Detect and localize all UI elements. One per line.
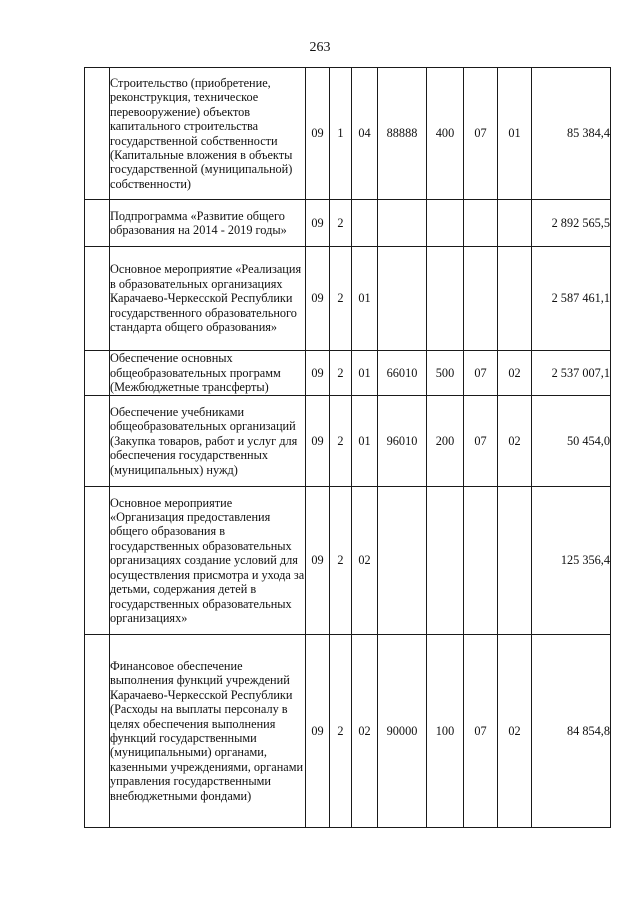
napr-cell: 66010 <box>378 351 427 396</box>
om-cell: 04 <box>352 68 378 200</box>
pr-cell: 02 <box>498 635 532 828</box>
table-row <box>85 351 611 396</box>
blank-cell <box>85 68 110 200</box>
rz-cell: 07 <box>464 635 498 828</box>
row-name: Подпрограмма «Развитие общего образования на 2014 - 2019 годы» <box>110 200 306 247</box>
pr-cell: 02 <box>498 396 532 487</box>
rz-cell: 07 <box>464 396 498 487</box>
blank-cell <box>85 200 110 247</box>
vr-cell: 500 <box>427 351 464 396</box>
row-name: Основное мероприятие «Организация предоставления общего образования в государственных образовательных организациях создание условий для осуществления присмотра и ухода за детьми, содержания детей в государственных образовательных организациях» <box>110 487 306 635</box>
napr-cell <box>378 487 427 635</box>
om-cell: 02 <box>352 635 378 828</box>
sum-cell: 2 587 461,1 <box>532 247 611 351</box>
om-cell <box>352 200 378 247</box>
vr-cell: 100 <box>427 635 464 828</box>
table-row <box>85 247 611 351</box>
vr-cell <box>427 247 464 351</box>
napr-cell <box>378 200 427 247</box>
napr-cell: 90000 <box>378 635 427 828</box>
sum-cell: 2 892 565,5 <box>532 200 611 247</box>
rz-cell: 07 <box>464 68 498 200</box>
vr-cell: 400 <box>427 68 464 200</box>
pr-cell <box>498 247 532 351</box>
rz-cell <box>464 200 498 247</box>
table-row <box>85 635 611 828</box>
pp-cell: 2 <box>330 351 352 396</box>
om-cell: 01 <box>352 351 378 396</box>
gp-cell: 09 <box>306 247 330 351</box>
gp-cell: 09 <box>306 396 330 487</box>
blank-cell <box>85 396 110 487</box>
sum-cell: 85 384,4 <box>532 68 611 200</box>
rz-cell <box>464 247 498 351</box>
gp-cell: 09 <box>306 351 330 396</box>
blank-cell <box>85 247 110 351</box>
sum-cell: 125 356,4 <box>532 487 611 635</box>
pr-cell <box>498 487 532 635</box>
blank-cell <box>85 351 110 396</box>
table-row <box>85 487 611 635</box>
pr-cell: 02 <box>498 351 532 396</box>
pp-cell: 2 <box>330 396 352 487</box>
row-name: Финансовое обеспечение выполнения функций учреждений Карачаево-Черкесской Республики (Расходы на выплаты персоналу в целях обеспечения выполнения функций государственными (муниципальными) органами, казенными учреждениями, органами управления государственными внебюджетными фондами) <box>110 635 306 828</box>
table-row <box>85 396 611 487</box>
page-number: 263 <box>309 40 331 55</box>
gp-cell: 09 <box>306 487 330 635</box>
napr-cell <box>378 247 427 351</box>
row-name: Строительство (приобретение, реконструкция, техническое перевооружение) объектов капитального строительства государственной собственности (Капитальные вложения в объекты государственной (муниципальной) собственности) <box>110 68 306 200</box>
sum-cell: 50 454,0 <box>532 396 611 487</box>
blank-cell <box>85 635 110 828</box>
vr-cell <box>427 200 464 247</box>
pp-cell: 2 <box>330 200 352 247</box>
gp-cell: 09 <box>306 68 330 200</box>
om-cell: 01 <box>352 247 378 351</box>
sum-cell: 2 537 007,1 <box>532 351 611 396</box>
om-cell: 01 <box>352 396 378 487</box>
pp-cell: 1 <box>330 68 352 200</box>
pr-cell <box>498 200 532 247</box>
row-name: Основное мероприятие «Реализация в образовательных организациях Карачаево-Черкесской Республики государственного образовательного стандарта общего образования» <box>110 247 306 351</box>
blank-cell <box>85 487 110 635</box>
pp-cell: 2 <box>330 635 352 828</box>
table-row <box>85 200 611 247</box>
vr-cell <box>427 487 464 635</box>
om-cell: 02 <box>352 487 378 635</box>
rz-cell: 07 <box>464 351 498 396</box>
pp-cell: 2 <box>330 247 352 351</box>
rz-cell <box>464 487 498 635</box>
pp-cell: 2 <box>330 487 352 635</box>
pr-cell: 01 <box>498 68 532 200</box>
napr-cell: 88888 <box>378 68 427 200</box>
row-name: Обеспечение учебниками общеобразовательных организаций (Закупка товаров, работ и услуг для обеспечения государственных (муниципальных) нужд) <box>110 396 306 487</box>
table-row <box>85 68 611 200</box>
row-name: Обеспечение основных общеобразовательных программ (Межбюджетные трансферты) <box>110 351 306 396</box>
napr-cell: 96010 <box>378 396 427 487</box>
budget-table <box>84 67 611 828</box>
gp-cell: 09 <box>306 200 330 247</box>
sum-cell: 84 854,8 <box>532 635 611 828</box>
vr-cell: 200 <box>427 396 464 487</box>
gp-cell: 09 <box>306 635 330 828</box>
